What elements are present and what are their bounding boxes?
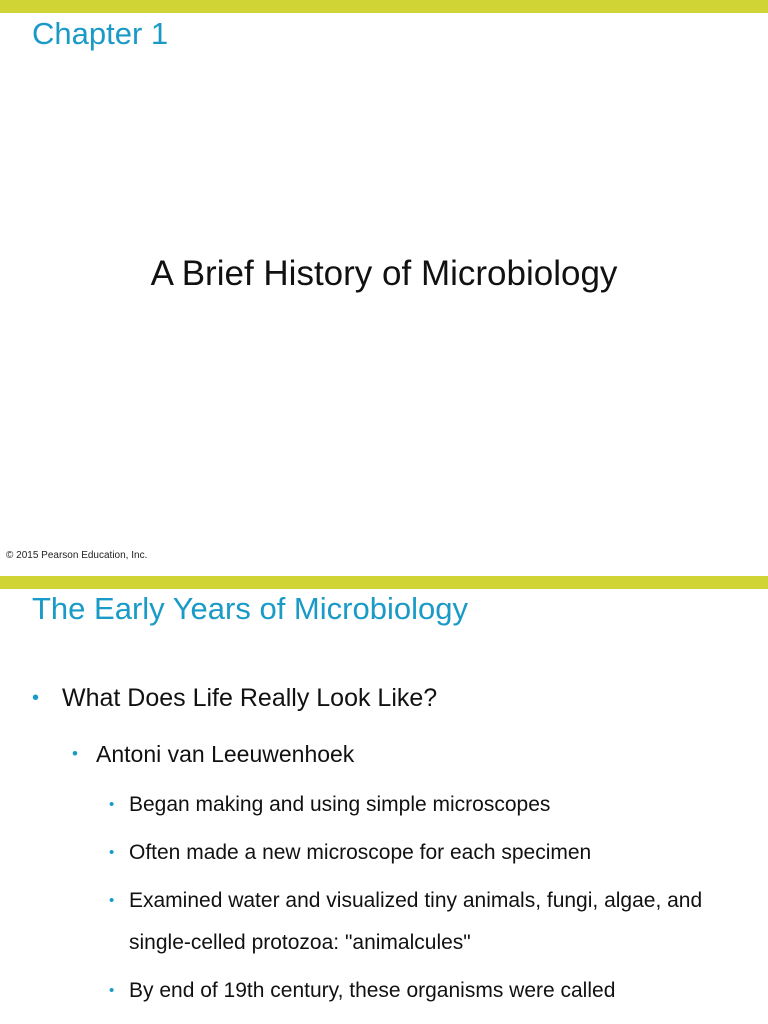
bullet-text: Often made a new microscope for each specimen <box>129 841 592 864</box>
bullet-level-3 <box>109 970 749 1012</box>
bullet-text: Antoni van Leeuwenhoek <box>96 741 355 767</box>
slide-title: A Brief History of Microbiology <box>150 254 618 293</box>
bullet-dot-icon: • <box>109 844 115 861</box>
bullet-dot-icon: • <box>109 796 115 813</box>
chapter-label: Chapter 1 <box>32 16 169 51</box>
accent-bar <box>0 576 768 589</box>
slide-heading: The Early Years of Microbiology <box>32 591 468 626</box>
bullet-dot-icon: • <box>109 892 115 909</box>
bullet-text: Began making and using simple microscopes <box>129 793 551 816</box>
slide-2 <box>0 576 768 1024</box>
bullet-level-3 <box>109 832 749 874</box>
copyright-notice: © 2015 Pearson Education, Inc. <box>6 550 148 561</box>
bullet-level-3 <box>109 784 749 826</box>
bullet-text: By end of 19th century, these organisms were called <box>129 979 616 1002</box>
bullet-dot-icon: • <box>32 687 40 709</box>
bullet-dot-icon: • <box>109 982 115 999</box>
accent-bar <box>0 0 768 13</box>
bullet-level-1 <box>32 680 437 716</box>
bullet-level-2 <box>72 737 354 771</box>
bullet-text: Examined water and visualized tiny animals, fungi, algae, and single-celled protozoa: "animalcules" <box>129 889 703 954</box>
bullet-text: What Does Life Really Look Like? <box>62 684 438 712</box>
bullet-dot-icon: • <box>72 744 78 763</box>
bullet-level-3 <box>109 880 749 964</box>
